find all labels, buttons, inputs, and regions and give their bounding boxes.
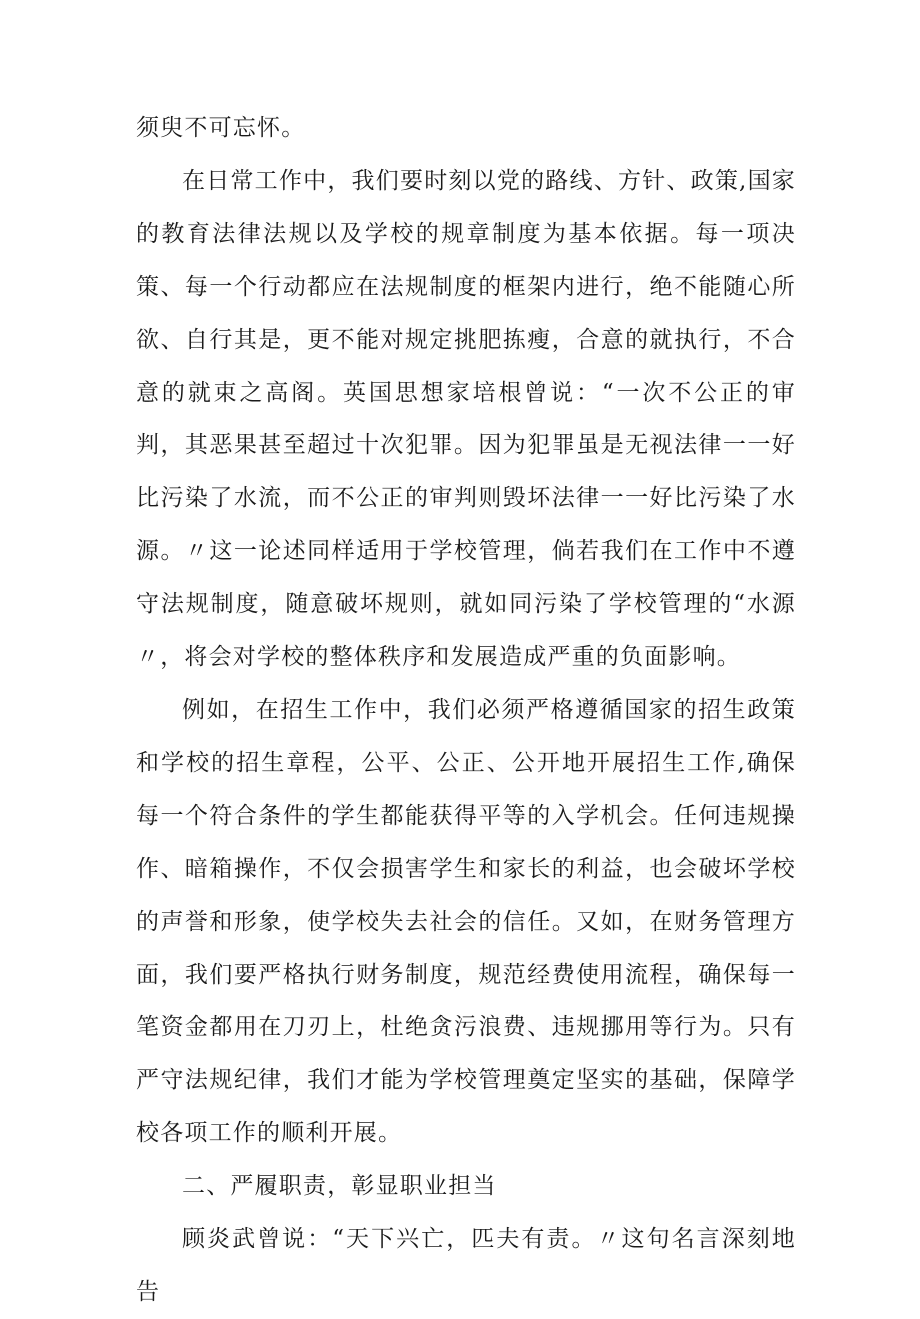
paragraph-examples: 例如，在招生工作中，我们必须严格遵循国家的招生政策和学校的招生章程，公平、公正、公开地开展招生工作,确保每一个符合条件的学生都能获得平等的入学机会。任何违规操作、暗箱操作，不仅会损害学生和家长的利益，也会破坏学校的声誉和形象，使学校失去社会的信任。又如，在财务管理方面，我们要严格执行财务制度，规范经费使用流程，确保每一笔资金都用在刀刃上，杜绝贪污浪费、违规挪用等行为。只有严守法规纪律，我们才能为学校管理奠定坚实的基础，保障学校各项工作的顺利开展。 <box>136 696 796 1147</box>
document-body <box>136 102 796 1319</box>
paragraph-continuation: 须臾不可忘怀。 <box>136 115 306 141</box>
paragraph-legal-basis: 在日常工作中，我们要时刻以党的路线、方针、政策,国家的教育法律法规以及学校的规章制度为基本依据。每一项决策、每一个行动都应在法规制度的框架内进行，绝不能随心所欲、自行其是，更不能对规定挑肥拣瘦，合意的就执行，不合意的就束之高阁。英国思想家培根曾说：“一次不公正的审判，其恶果甚至超过十次犯罪。因为犯罪虽是无视法律一一好比污染了水流，而不公正的审判则毁坏法律一一好比污染了水源。〃这一论述同样适用于学校管理，倘若我们在工作中不遵守法规制度，随意破坏规则，就如同污染了学校管理的“水源〃，将会对学校的整体秩序和发展造成严重的负面影响。 <box>136 167 796 671</box>
section-heading: 二、严履职责，彰显职业担当 <box>182 1173 497 1200</box>
paragraph-gu-yanwu-quote: 顾炎武曾说：“天下兴亡，匹夫有责。〃这句名言深刻地告 <box>136 1226 796 1305</box>
